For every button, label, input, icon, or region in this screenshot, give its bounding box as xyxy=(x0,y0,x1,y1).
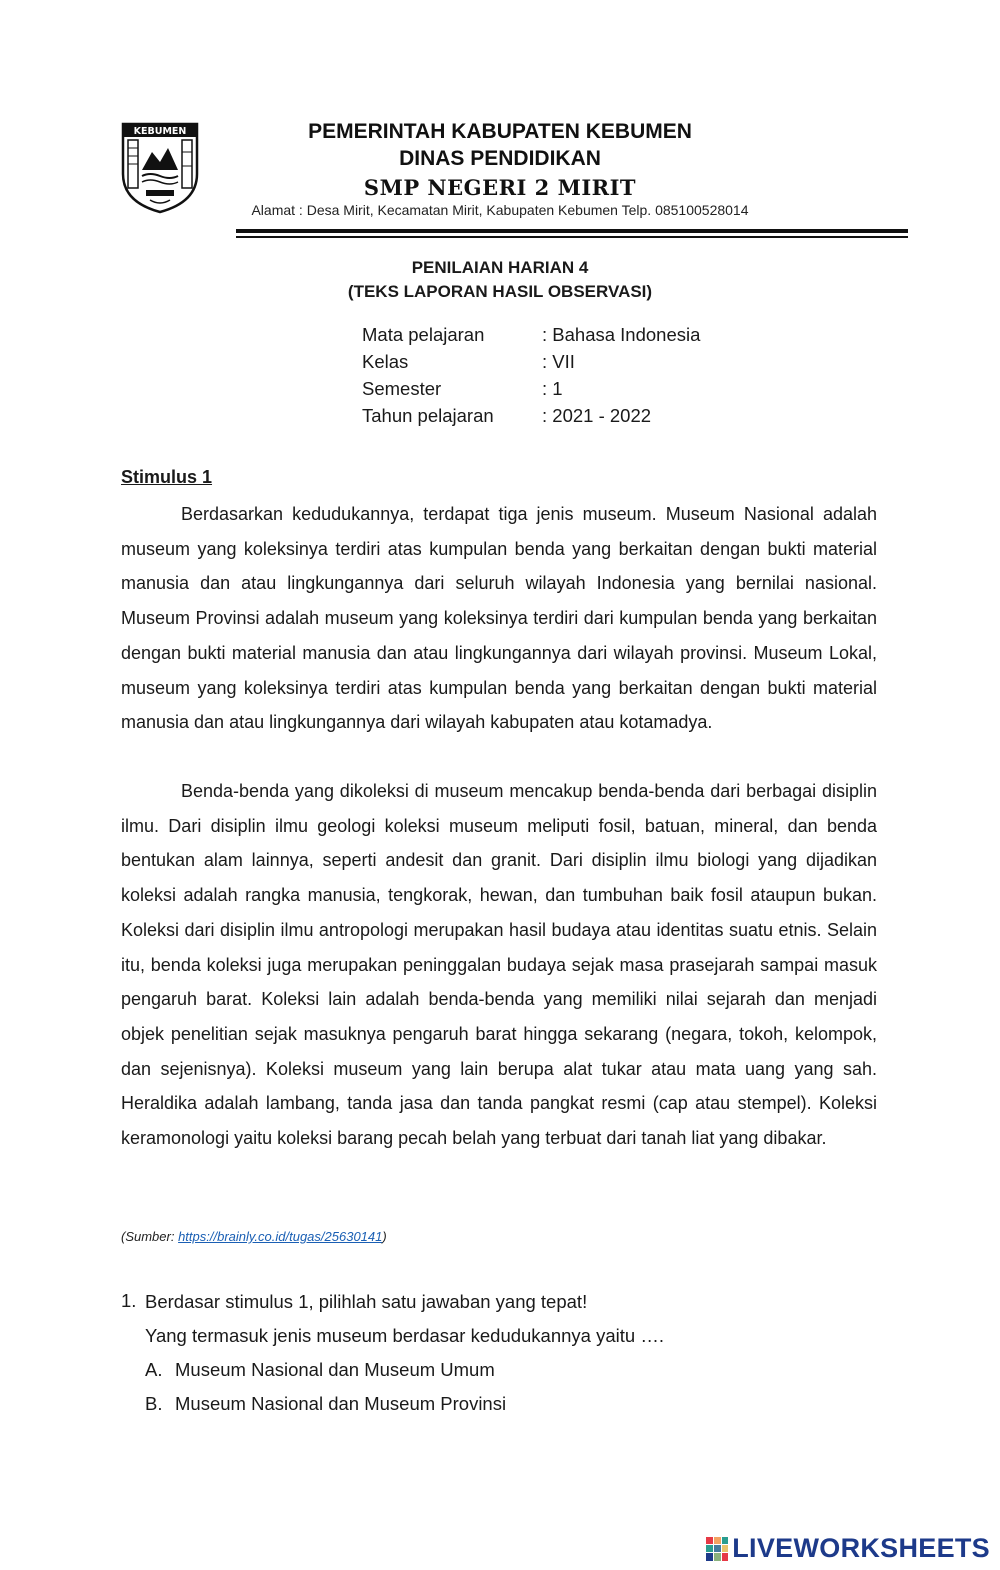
answer-option-b[interactable] xyxy=(145,1392,865,1426)
course-info xyxy=(362,324,700,432)
source-citation xyxy=(121,1229,387,1244)
stimulus-paragraph-2: Benda-benda yang dikoleksi di museum mencakup benda-benda dari berbagai disiplin ilmu. Dari disiplin ilmu geologi koleksi museum meliputi fosil, batuan, mineral, dan benda bentukan alam lainnya, seperti andesit dan granit. Dari disiplin ilmu biologi yang dijadikan koleksi adalah rangka manusia, tengkorak, hewan, dan tumbuhan baik fosil ataupun bukan. Koleksi dari disiplin ilmu antropologi merupakan hasil budaya atau identitas suatu etnis. Selain itu, benda koleksi juga merupakan peninggalan budaya sejak masa prasejarah sampai masuk pengaruh barat. Koleksi lain adalah benda-benda yang memiliki nilai sejarah dan menjadi objek penelitian sejak masuknya pengaruh barat hingga sekarang (negara, tokoh, kelompok, dan sejenisnya). Koleksi museum yang lain berupa alat tukar atau mata uang yang sah. Heraldika adalah lambang, tanda jasa dan tanda pangkat resmi (cap atau stempel). Koleksi keramonologi yaitu koleksi barang pecah belah yang terbuat dari tanah liat yang dibakar. xyxy=(121,781,877,1149)
info-value: : 1 xyxy=(542,378,563,399)
info-label: Mata pelajaran xyxy=(362,324,485,345)
question-body xyxy=(145,1290,865,1426)
option-text: Museum Nasional dan Museum Provinsi xyxy=(175,1393,507,1414)
option-text: Museum Nasional dan Museum Umum xyxy=(175,1359,495,1380)
source-link[interactable]: https://brainly.co.id/tugas/25630141 xyxy=(178,1229,383,1244)
source-prefix: (Sumber: xyxy=(121,1229,179,1244)
source-suffix: ) xyxy=(382,1229,387,1244)
question-instruction: Berdasar stimulus 1, pilihlah satu jawaban yang tepat! xyxy=(145,1291,588,1312)
stimulus-heading: Stimulus 1 xyxy=(121,467,213,487)
info-row-year xyxy=(362,405,700,432)
kebumen-crest-logo xyxy=(120,122,200,214)
info-label: Tahun pelajaran xyxy=(362,405,494,426)
info-value: : VII xyxy=(542,351,575,372)
logo-text: KEBUMEN xyxy=(133,126,187,137)
assessment-title: PENILAIAN HARIAN 4 xyxy=(411,258,589,277)
stimulus-paragraph-1: Berdasarkan kedudukannya, terdapat tiga jenis museum. Museum Nasional adalah museum yang koleksinya terdiri atas kumpulan benda yang berkaitan dengan bukti material manusia dan atau lingkungannya dari seluruh wilayah Indonesia yang bernilai nasional. Museum Provinsi adalah museum yang koleksinya terdiri dari kumpulan benda yang berkaitan dengan bukti material manusia dan atau lingkungannya dari wilayah provinsi. Museum Lokal, museum yang koleksinya terdiri atas kumpulan benda yang berkaitan dengan bukti material manusia dan atau lingkungannya dari wilayah kabupaten atau kotamadya. xyxy=(121,504,877,733)
info-label: Kelas xyxy=(362,351,409,372)
info-row-subject xyxy=(362,324,700,351)
option-letter: A. xyxy=(145,1359,163,1380)
assessment-subtitle: (TEKS LAPORAN HASIL OBSERVASI) xyxy=(347,282,653,301)
letterhead-department: DINAS PENDIDIKAN xyxy=(399,147,601,170)
info-row-semester xyxy=(362,378,700,405)
liveworksheets-brand[interactable] xyxy=(705,1533,990,1564)
option-letter: B. xyxy=(145,1393,163,1414)
info-row-class xyxy=(362,351,700,378)
question-prompt: Yang termasuk jenis museum berdasar kedudukannya yaitu …. xyxy=(145,1325,664,1346)
letterhead-school: SMP NEGERI 2 MIRIT xyxy=(363,175,637,200)
question-number: 1. xyxy=(121,1290,137,1311)
info-label: Semester xyxy=(362,378,442,399)
letterhead-rule-thick xyxy=(236,229,908,233)
info-value: : 2021 - 2022 xyxy=(542,405,652,426)
letterhead-address: Alamat : Desa Mirit, Kecamatan Mirit, Kabupaten Kebumen Telp. 085100528014 xyxy=(251,202,749,218)
liveworksheets-logo-icon xyxy=(705,1536,729,1562)
brand-name: LIVEWORKSHEETS xyxy=(732,1533,990,1563)
letterhead-rule-thin xyxy=(236,236,908,238)
letterhead-government: PEMERINTAH KABUPATEN KEBUMEN xyxy=(308,120,692,143)
info-value: : Bahasa Indonesia xyxy=(542,324,701,345)
answer-option-a[interactable] xyxy=(145,1358,865,1392)
